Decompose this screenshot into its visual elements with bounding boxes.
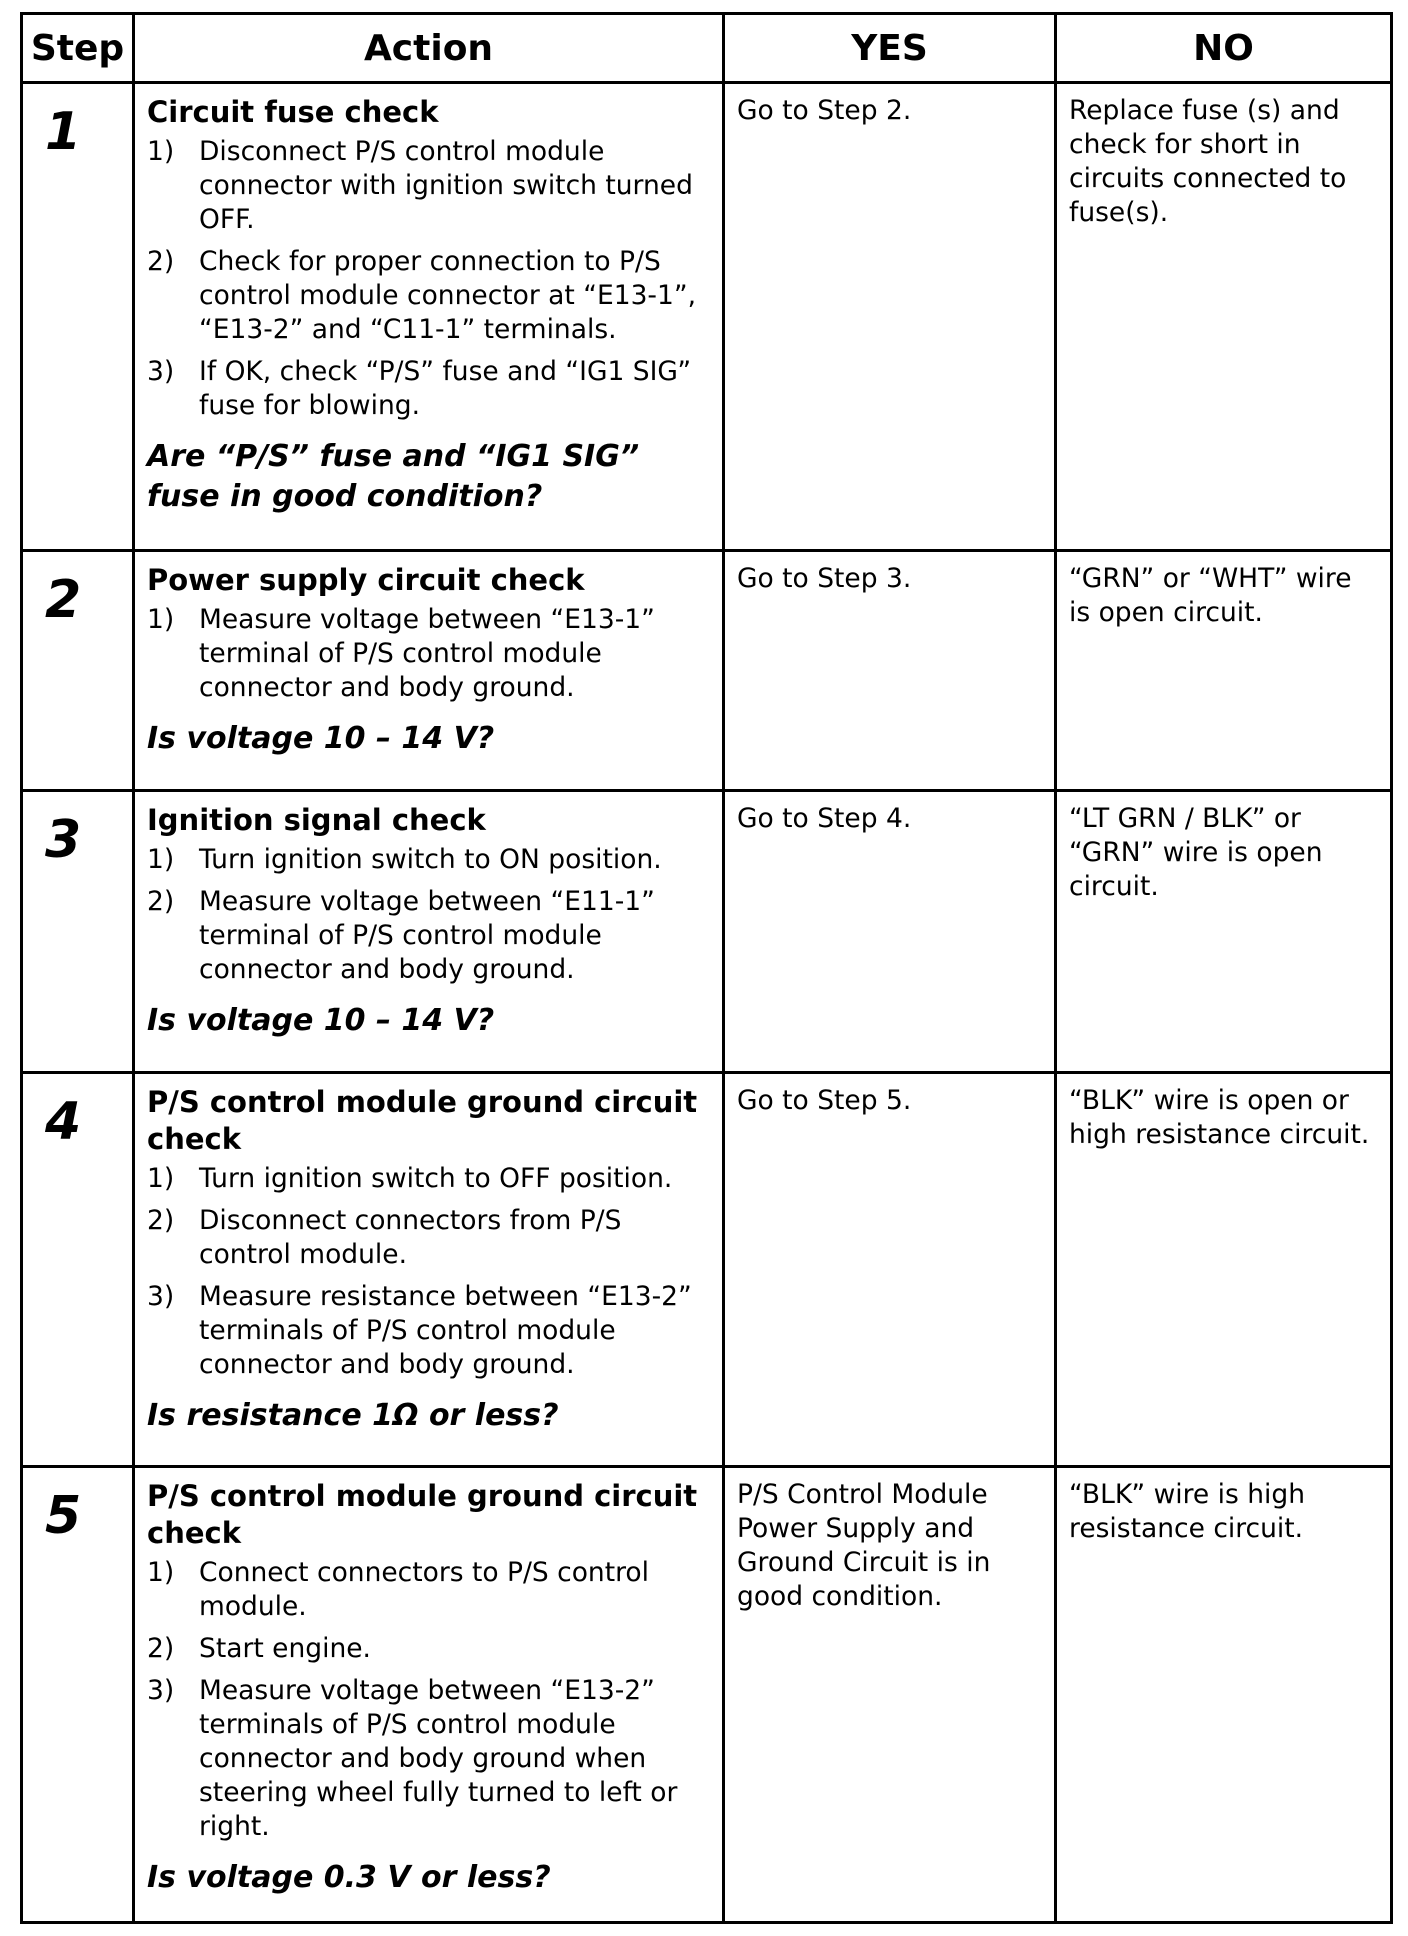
list-item: 2) Check for proper connection to P/S control module connector at “E13-1”, “E13-2” and “C11-1” terminals. — [147, 245, 697, 345]
yes-cell: P/S Control Module Power Supply and Ground Circuit is in good condition. — [724, 1467, 1056, 1923]
yes-cell: Go to Step 3. — [724, 551, 1056, 791]
list-item: 1) Connect connectors to P/S control module. — [147, 1556, 650, 1622]
action-steps — [147, 843, 706, 987]
header-no: NO — [1056, 14, 1392, 83]
no-cell: “LT GRN / BLK” or “GRN” wire is open circuit. — [1056, 791, 1392, 1073]
list-item: 3) If OK, check “P/S” fuse and “IG1 SIG” fuse for blowing. — [147, 355, 692, 421]
action-title: Circuit fuse check — [147, 95, 439, 129]
action-cell — [134, 83, 724, 551]
action-cell — [134, 1467, 724, 1923]
no-cell: “BLK” wire is open or high resistance circuit. — [1056, 1073, 1392, 1467]
no-cell: Replace fuse (s) and check for short in circuits connected to fuse(s). — [1056, 83, 1392, 551]
yes-cell: Go to Step 2. — [724, 83, 1056, 551]
header-row — [22, 14, 1392, 83]
list-item: 2) Start engine. — [147, 1632, 371, 1664]
list-item: 1) Turn ignition switch to ON position. — [147, 843, 662, 875]
header-step: Step — [22, 14, 134, 83]
question: Are “P/S” fuse and “IG1 SIG” fuse in good condition? — [147, 438, 640, 514]
table-row — [22, 83, 1392, 551]
list-item: 3) Measure resistance between “E13-2” terminals of P/S control module connector and body ground. — [147, 1280, 692, 1380]
table-row — [22, 791, 1392, 1073]
step-number: 4 — [45, 1092, 82, 1152]
action-cell — [134, 551, 724, 791]
table-row — [22, 551, 1392, 791]
step-number: 3 — [45, 810, 82, 870]
list-item: 2) Disconnect connectors from P/S control module. — [147, 1204, 622, 1270]
action-steps — [147, 1162, 706, 1382]
action-title: P/S control module ground circuit check — [147, 1085, 698, 1156]
list-item: 1) Turn ignition switch to OFF position. — [147, 1162, 673, 1194]
step-cell — [22, 791, 134, 1073]
step-cell — [22, 551, 134, 791]
list-item: 1) Disconnect P/S control module connector with ignition switch turned OFF. — [147, 135, 693, 235]
list-item: 2) Measure voltage between “E11-1” terminal of P/S control module connector and body ground. — [147, 885, 655, 985]
step-number: 1 — [45, 102, 82, 162]
yes-cell: Go to Step 4. — [724, 791, 1056, 1073]
action-steps — [147, 603, 706, 705]
no-cell: “BLK” wire is high resistance circuit. — [1056, 1467, 1392, 1923]
step-cell — [22, 1467, 134, 1923]
no-cell: “GRN” or “WHT” wire is open circuit. — [1056, 551, 1392, 791]
header-yes: YES — [724, 14, 1056, 83]
action-title: Ignition signal check — [147, 803, 486, 837]
table-row — [22, 1073, 1392, 1467]
question: Is voltage 10 – 14 V? — [147, 720, 495, 756]
troubleshooting-table — [20, 12, 1393, 1924]
action-cell — [134, 791, 724, 1073]
list-item: 3) Measure voltage between “E13-2” terminals of P/S control module connector and body ground when steering wheel fully turned to left or right. — [147, 1674, 678, 1842]
action-title: P/S control module ground circuit check — [147, 1479, 698, 1550]
header-action: Action — [134, 14, 724, 83]
action-cell — [134, 1073, 724, 1467]
table-row — [22, 1467, 1392, 1923]
step-number: 5 — [45, 1486, 82, 1546]
question: Is voltage 0.3 V or less? — [147, 1859, 551, 1895]
question: Is voltage 10 – 14 V? — [147, 1002, 495, 1038]
action-title: Power supply circuit check — [147, 563, 585, 597]
action-steps — [147, 1556, 706, 1844]
action-steps — [147, 135, 706, 423]
question: Is resistance 1Ω or less? — [147, 1397, 559, 1433]
yes-cell: Go to Step 5. — [724, 1073, 1056, 1467]
step-number: 2 — [45, 570, 82, 630]
list-item: 1) Measure voltage between “E13-1” terminal of P/S control module connector and body ground. — [147, 603, 655, 703]
step-cell — [22, 83, 134, 551]
step-cell — [22, 1073, 134, 1467]
